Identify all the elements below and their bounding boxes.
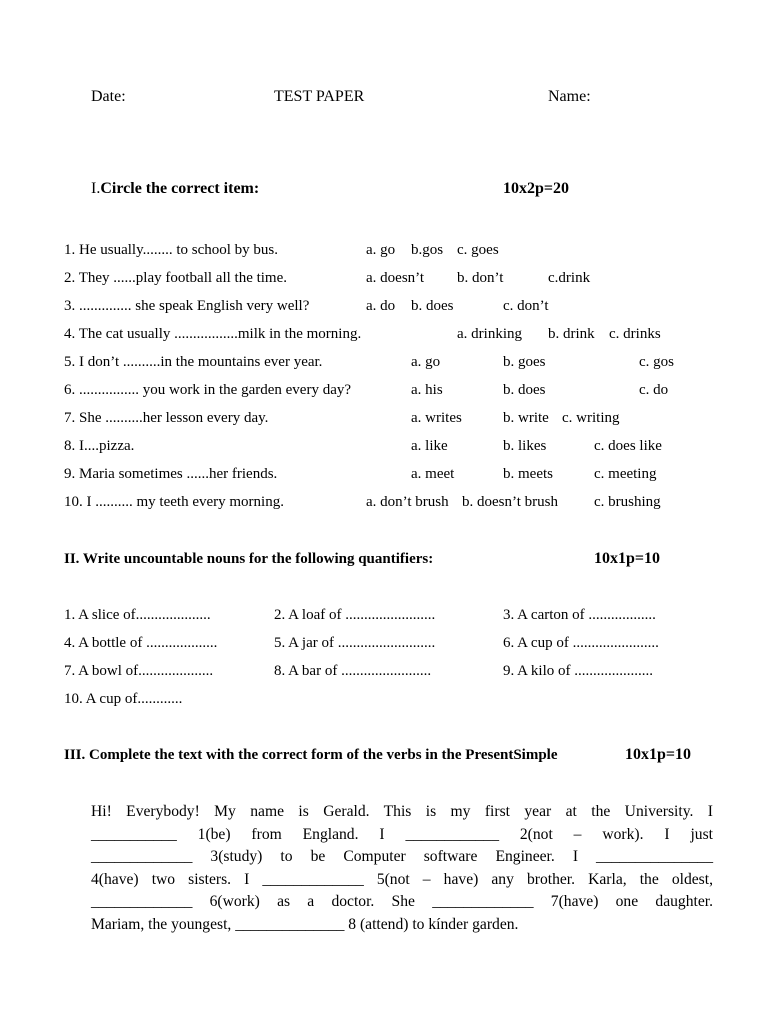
page-title: TEST PAPER — [274, 88, 365, 105]
section2-score: 10x1p=10 — [594, 550, 661, 567]
question-1: 1. He usually........ to school by bus. — [64, 242, 279, 258]
question-4: 4. The cat usually .................milk in the morning. — [64, 326, 362, 342]
option-c: c. meeting — [594, 466, 657, 482]
quantifier-item: 4. A bottle of ................... — [64, 635, 218, 651]
section3-paragraph — [91, 801, 713, 937]
paragraph-line: 4(have) two sisters. I _____________ 5(not – have) any brother. Karla, the oldest, — [91, 870, 713, 888]
quantifier-item: 5. A jar of .......................... — [274, 635, 436, 651]
option-c: c. gos — [639, 354, 674, 370]
option-b: b. drink — [548, 326, 595, 342]
quantifier-item: 10. A cup of............ — [64, 691, 183, 707]
option-a: a. go — [411, 354, 441, 370]
option-a: a. drinking — [457, 326, 522, 342]
quantifier-item: 7. A bowl of.................... — [64, 663, 214, 679]
option-c: c. don’t — [503, 298, 549, 314]
option-a: a. like — [411, 438, 448, 454]
option-b: b. does — [503, 382, 546, 398]
option-b: b. doesn’t brush — [462, 494, 558, 510]
section3-title: III. Complete the text with the correct form of the verbs in the PresentSimple — [64, 747, 558, 763]
option-a: a. meet — [411, 466, 455, 482]
option-b: b. does — [411, 298, 454, 314]
option-a: a. writes — [411, 410, 462, 426]
quantifier-item: 3. A carton of .................. — [503, 607, 656, 623]
option-b: b. write — [503, 410, 549, 426]
paragraph-line: ___________ 1(be) from England. I ____________ 2(not – work). I just — [91, 825, 713, 843]
section1-score: 10x2p=20 — [503, 180, 570, 197]
section1-title: Circle the correct item: — [100, 180, 260, 197]
option-b: b. likes — [503, 438, 547, 454]
option-c: c. drinks — [609, 326, 661, 342]
option-b: b.gos — [411, 242, 444, 258]
quantifier-item: 8. A bar of ........................ — [274, 663, 432, 679]
section1-roman: I. — [91, 180, 101, 197]
question-7: 7. She ..........her lesson every day. — [64, 410, 269, 426]
option-c: c. writing — [562, 410, 620, 426]
option-a: a. his — [411, 382, 443, 398]
section2-title: II. Write uncountable nouns for the following quantifiers: — [64, 551, 434, 567]
quantifier-item: 9. A kilo of ..................... — [503, 663, 654, 679]
option-c: c. goes — [457, 242, 499, 258]
option-c: c. does like — [594, 438, 662, 454]
paragraph-line: _____________ 3(study) to be Computer software Engineer. I _______________ — [91, 848, 713, 866]
question-3: 3. .............. she speak English very well? — [64, 298, 310, 314]
option-c: c.drink — [548, 270, 591, 286]
option-a: a. do — [366, 298, 396, 314]
option-a: a. go — [366, 242, 396, 258]
paragraph-line: Mariam, the youngest, ______________ 8 (attend) to kínder garden. — [91, 915, 519, 933]
question-6: 6. ................ you work in the garden every day? — [64, 382, 352, 398]
question-10: 10. I .......... my teeth every morning. — [64, 494, 284, 510]
quantifier-item: 6. A cup of ....................... — [503, 635, 659, 651]
option-c: c. brushing — [594, 494, 661, 510]
option-b: b. don’t — [457, 270, 504, 286]
option-b: b. meets — [503, 466, 553, 482]
option-c: c. do — [639, 382, 669, 398]
quantifier-item: 2. A loaf of ........................ — [274, 607, 436, 623]
date-label: Date: — [91, 88, 126, 105]
question-8: 8. I....pizza. — [64, 438, 135, 454]
option-b: b. goes — [503, 354, 546, 370]
option-a: a. doesn’t — [366, 270, 425, 286]
question-9: 9. Maria sometimes ......her friends. — [64, 466, 278, 482]
paragraph-line: _____________ 6(work) as a doctor. She _____________ 7(have) one daughter. — [91, 893, 713, 911]
name-label: Name: — [548, 88, 591, 105]
question-5: 5. I don’t ..........in the mountains ever year. — [64, 354, 323, 370]
paragraph-line: Hi! Everybody! My name is Gerald. This is my first year at the University. I — [91, 803, 713, 820]
quantifier-item: 1. A slice of.................... — [64, 607, 211, 623]
section1-heading — [91, 180, 259, 198]
section3-score: 10x1p=10 — [625, 746, 692, 763]
question-2: 2. They ......play football all the time. — [64, 270, 288, 286]
option-a: a. don’t brush — [366, 494, 449, 510]
